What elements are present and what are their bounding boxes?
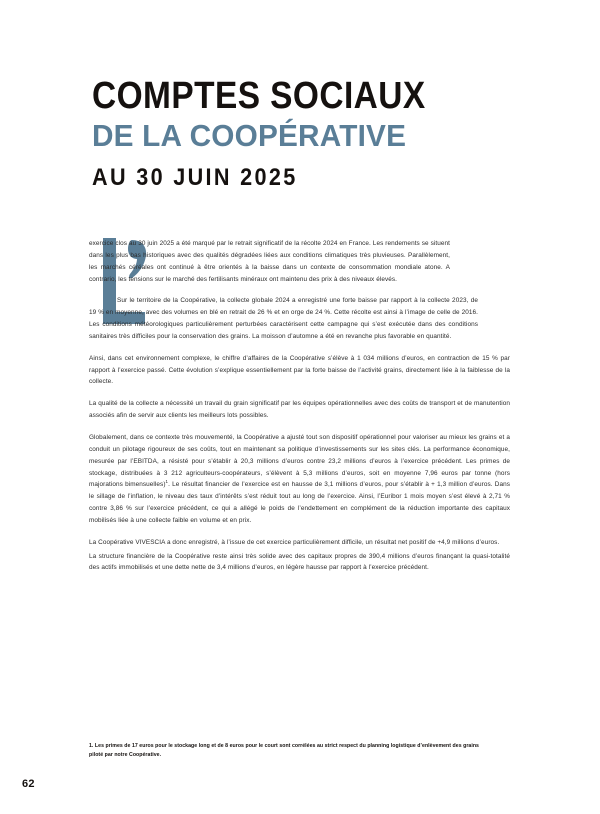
- page-title-block: [92, 75, 522, 191]
- paragraph-6: La Coopérative VIVESCIA a donc enregistré, à l’issue de cet exercice particulièrement difficile, un résultat net positif de +4,9 millions d’euros.: [89, 538, 500, 546]
- page-number: 62: [22, 778, 35, 790]
- paragraph-5: [89, 432, 510, 527]
- page-subtitle: DE LA COOPÉRATIVE: [92, 118, 407, 154]
- paragraph-5-lead: Globalement, dans ce contexte très mouvementé, la Coopérative a ajusté tout son dispositif opérationnel pour valoriser au mieux les grains et a conduit un pilotage rigoureux de ses coûts, tout en maintenant sa politique d’investissements sur les sites clés. La performance économique, mesurée par l’EBITDA, a résisté pour s’établir à 20,3 millions d’euros contre 23,2 millions d’euros à l’exercice précédent. Les primes de stockage, distribuées à 3 212 agriculteurs-coopérateurs, s’élèvent à 5,3 millions d’euros, soit en moyenne 7,96 euros par tonne (hors majorations bimensuelles): [89, 433, 510, 489]
- paragraph-2: Sur le territoire de la Coopérative, la collecte globale 2024 a enregistré une forte baisse par rapport à la collecte 2023, de 19 % en moyenne, avec des volumes en blé en retrait de 26 % et en orge de 24 %. Cette récolte est ainsi à l’image de celle de 2016. Les conditions météorologiques particulièrement perturbées caractérisent cette campagne qui s’est exécutée dans des conditions sanitaires très difficiles pour la conservation des grains. La moisson d’automne a été en revanche plus favorable en quantité.: [89, 297, 478, 340]
- paragraph-1: exercice clos au 30 juin 2025 a été marqué par le retrait significatif de la récolte 2024 en France. Les rendements se situent dans les plus bas historiques avec des qualités dégradées liées aux conditions climatiques très pluvieuses. Parallèlement, les marchés céréales ont continué à être orientés à la baisse dans un contexte de consommation mondiale atone. A contrario, les tensions sur le marché des fertilisants minéraux ont maintenu des prix à des niveaux élevés.: [89, 240, 450, 283]
- paragraph-5-rest: . Le résultat financier de l’exercice est en hausse de 3,1 millions d’euros, pour s’établir à + 1,3 million d’euros. Dans le sillage de l’inflation, le niveau des taux d’intérêts s’est réduit tout au long de l’exercice. Ainsi, l’Euribor 1 mois moyen s’est élevé à 2,71 % contre 3,86 % sur l’exercice précédent, ce qui a allégé le poids de l’endettement en complément de la réduction importante des capitaux mobilisés liée à une collecte faible en volume et en prix.: [89, 481, 510, 524]
- paragraph-3: Ainsi, dans cet environnement complexe, le chiffre d’affaires de la Coopérative s’élève à 1 034 millions d’euros, en contraction de 15 % par rapport à l’exercice passé. Cette évolution s’explique essentiellement par la forte baisse de l’activité grains, directement liée à la faiblesse de la collecte.: [89, 354, 510, 386]
- footnote-marker: 1: [165, 479, 169, 485]
- paragraph-7: La structure financière de la Coopérative reste ainsi très solide avec des capitaux propres de 390,4 millions d’euros finançant la quasi-totalité des actifs immobilisés et une dette nette de 3,4 millions d’euros, en légère hausse par rapport à l’exercice précédent.: [89, 552, 510, 572]
- footnote-text: 1. Les primes de 17 euros pour le stockage long et de 8 euros pour le court sont corrélées au strict respect du planning logistique d’enlèvement des grains piloté par notre Coopérative.: [89, 743, 479, 759]
- page-title-date: AU 30 JUIN 2025: [92, 163, 298, 191]
- paragraph-4: La qualité de la collecte a nécessité un travail du grain significatif par les équipes opérationnelles avec des coûts de transport et de manutention associés afin de servir aux clients les meilleurs lots possibles.: [89, 400, 510, 420]
- page-title: COMPTES SOCIAUX: [92, 75, 426, 117]
- article-body: [89, 238, 510, 584]
